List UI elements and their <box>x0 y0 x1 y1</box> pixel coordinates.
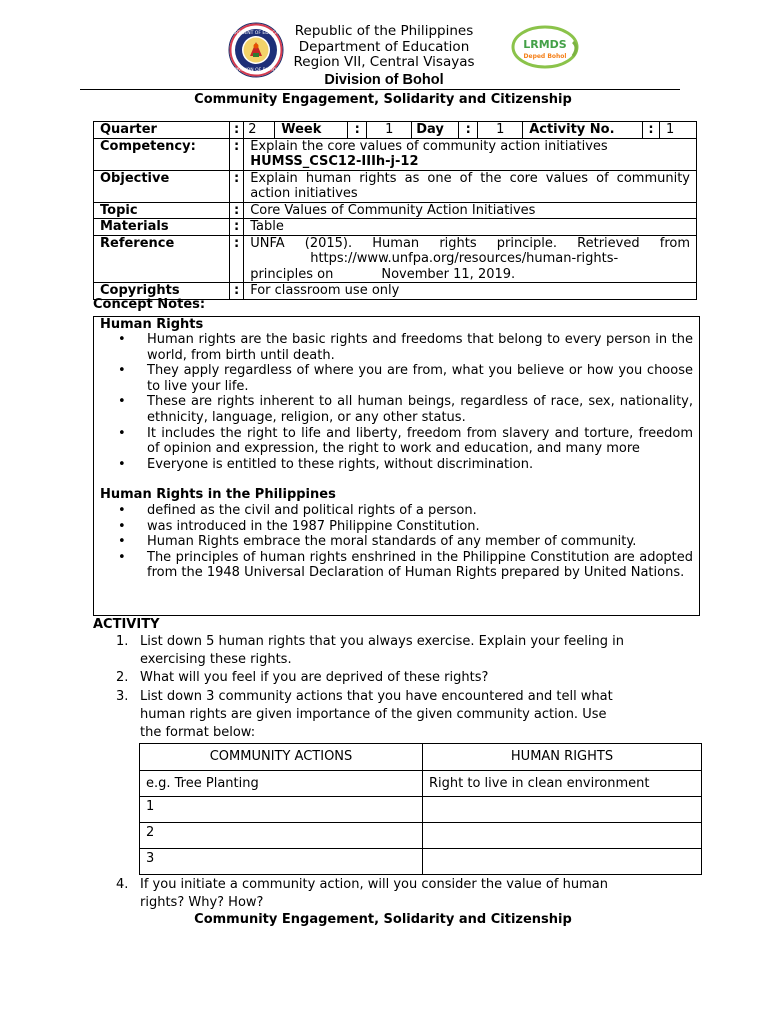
list-item: • They apply regardless of where you are from, what you believe or how you choose to live your life. <box>118 363 693 394</box>
list-item: • It includes the right to life and liberty, freedom from slavery and torture, freedom of opinion and expression, the right to work and education, and many more <box>118 425 693 457</box>
colon: : <box>230 235 244 283</box>
header-divider <box>80 89 680 90</box>
colon: : <box>459 122 478 138</box>
answer-cell-action-1[interactable]: 1 <box>140 797 423 823</box>
example-action-cell: e.g. Tree Planting <box>140 771 423 797</box>
activity-item-2: 2. What will you feel if you are deprived of these rights? <box>116 669 676 687</box>
community-actions-header: COMMUNITY ACTIONS <box>140 744 423 771</box>
objective-text: Explain human rights as one of the core values of community action initiatives <box>244 170 697 202</box>
lrmds-logo <box>505 22 587 72</box>
human-rights-ph-heading: Human Rights in the Philippines <box>100 487 336 502</box>
activity-list <box>116 633 676 742</box>
table-header-row <box>140 744 702 771</box>
human-rights-ph-list <box>100 503 693 581</box>
concept-notes-heading: Concept Notes: <box>93 297 206 312</box>
item-number: 1. <box>116 634 129 649</box>
bullet-icon: • <box>118 503 126 518</box>
info-row-competency <box>94 138 697 170</box>
info-row-objective <box>94 170 697 202</box>
example-right-cell: Right to live in clean environment <box>423 771 702 797</box>
colon: : <box>230 122 244 139</box>
bullet-icon: • <box>118 549 126 565</box>
list-item: • defined as the civil and political rights of a person. <box>118 503 477 518</box>
colon: : <box>230 202 244 219</box>
answer-cell-action-3[interactable]: 3 <box>140 849 423 875</box>
day-label: Day <box>412 122 459 138</box>
schedule-subtable <box>244 122 696 138</box>
competency-label: Competency: <box>94 138 230 170</box>
quarter-value: 2 <box>244 122 275 138</box>
colon: : <box>230 283 244 300</box>
competency-code: HUMSS_CSC12-IIIh-j-12 <box>250 154 419 169</box>
info-row-topic <box>94 202 697 219</box>
topic-label: Topic <box>94 202 230 219</box>
week-value: 1 <box>367 122 412 138</box>
info-row-quarter <box>94 122 697 139</box>
reference-label: Reference <box>94 235 230 283</box>
table-row <box>140 823 702 849</box>
human-rights-header: HUMAN RIGHTS <box>423 744 702 771</box>
list-item: • These are rights inherent to all human beings, regardless of race, sex, nationality, ethnicity, language, religion, or any other status. <box>118 394 693 425</box>
bullet-icon: • <box>118 518 126 534</box>
copyrights-text: For classroom use only <box>244 283 697 300</box>
day-value: 1 <box>478 122 523 138</box>
colon: : <box>230 138 244 170</box>
seal-top-text: DEPARTMENT OF EDUCATION <box>223 31 289 36</box>
bullet-icon: • <box>118 394 126 410</box>
item-number: 3. <box>116 688 129 704</box>
lesson-info-table <box>93 121 697 300</box>
answer-cell-action-2[interactable]: 2 <box>140 823 423 849</box>
activity-no-value: 1 <box>666 122 675 137</box>
list-item: • Human rights are the basic rights and freedoms that belong to every person in the world, from birth until death. <box>118 332 693 363</box>
division-title: Division of Bohol <box>324 72 444 88</box>
footer-subject-title: Community Engagement, Solidarity and Citizenship <box>194 912 572 927</box>
topic-text: Core Values of Community Action Initiatives <box>244 202 697 219</box>
concept-notes-box <box>93 316 700 616</box>
header-line-republic: Republic of the Philippines <box>294 23 474 39</box>
bullet-icon: • <box>118 332 126 347</box>
bullet-icon: • <box>118 363 126 379</box>
header-address <box>240 24 528 71</box>
activity-item-3: 3. List down 3 community actions that you have encountered and tell what human rights are given importance of the given community action. Use the format below: <box>116 688 613 741</box>
item-number: 2. <box>116 670 129 686</box>
reference-text <box>244 235 697 283</box>
activity-item-4: 4. If you initiate a community action, will you consider the value of human rights? Why? How? <box>116 877 608 911</box>
activity-heading: ACTIVITY <box>93 617 160 632</box>
header-line-region: Region VII, Central Visayas <box>293 54 475 70</box>
materials-label: Materials <box>94 219 230 236</box>
bullet-icon: • <box>118 534 126 550</box>
human-rights-list <box>100 332 693 472</box>
colon: : <box>230 170 244 202</box>
reference-line-1: UNFA (2015). Human rights principle. Retrieved from <box>250 235 690 251</box>
table-row <box>140 797 702 823</box>
human-rights-heading: Human Rights <box>100 317 204 332</box>
list-item: • The principles of human rights enshrined in the Philippine Constitution are adopted from the 1948 Universal Declaration of Human Rights prepared by United Nations. <box>118 549 693 581</box>
week-label: Week <box>275 122 348 138</box>
quarter-label: Quarter <box>94 122 230 139</box>
activity-item-1: 1. List down 5 human rights that you always exercise. Explain your feeling in exercising these rights. <box>116 634 624 668</box>
seal-bottom-text: DIVISION OF BOHOL <box>233 68 279 73</box>
item-number: 4. <box>116 877 129 892</box>
table-row <box>140 849 702 875</box>
materials-text: Table <box>244 219 697 236</box>
answer-cell-right-3[interactable] <box>423 849 702 875</box>
answer-cell-right-2[interactable] <box>423 823 702 849</box>
info-row-reference <box>94 235 697 283</box>
subject-title: Community Engagement, Solidarity and Citizenship <box>194 92 572 107</box>
colon: : <box>348 122 367 138</box>
activity-list-continued <box>116 876 676 912</box>
lrmds-logo-text: LRMDS <box>523 38 567 51</box>
bullet-icon: • <box>118 425 126 441</box>
lrmds-logo-subtext: Deped Bohol <box>523 53 567 60</box>
colon: : <box>230 219 244 236</box>
list-item: • Human Rights embrace the moral standards of any member of community. <box>118 534 637 550</box>
objective-label: Objective <box>94 170 230 202</box>
answer-cell-right-1[interactable] <box>423 797 702 823</box>
reference-line-3: principles on <box>250 266 334 282</box>
header-line-department: Department of Education <box>298 38 470 55</box>
reference-date: November 11, 2019. <box>381 266 516 282</box>
list-item: • Everyone is entitled to these rights, without discrimination. <box>118 456 534 472</box>
bullet-icon: • <box>118 456 126 472</box>
table-row <box>140 771 702 797</box>
reference-url: https://www.unfpa.org/resources/human-rights- <box>310 251 619 266</box>
activity-no-label: Activity No. <box>523 122 643 138</box>
copyrights-label: Copyrights <box>94 283 230 300</box>
competency-text: Explain the core values of community action initiatives <box>250 138 608 154</box>
list-item: • was introduced in the 1987 Philippine Constitution. <box>118 518 480 534</box>
colon: : <box>643 122 660 138</box>
info-row-materials <box>94 219 697 236</box>
community-actions-table <box>139 743 702 875</box>
